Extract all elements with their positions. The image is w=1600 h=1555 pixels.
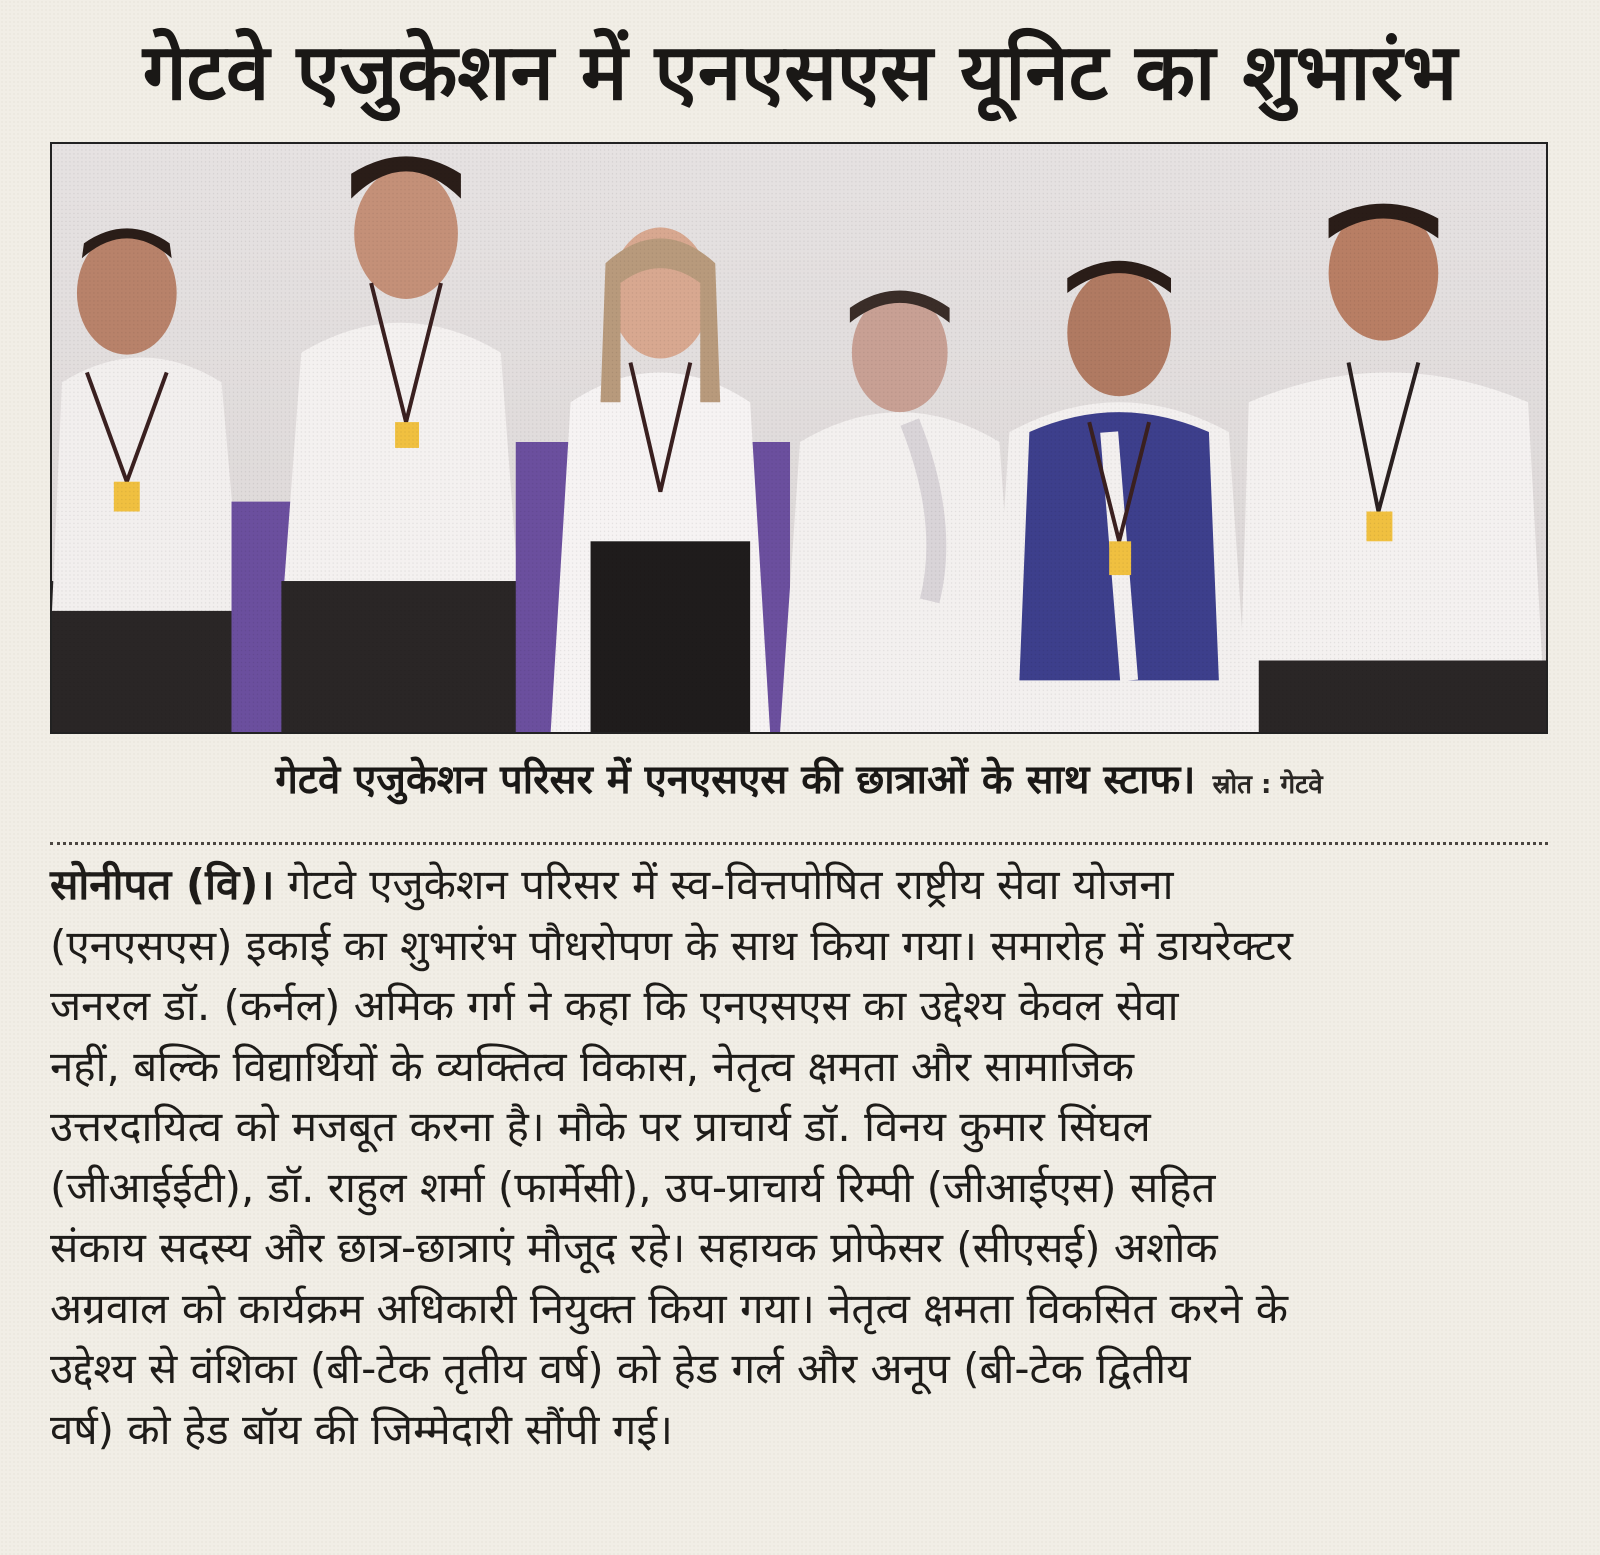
- article-line: संकाय सदस्य और छात्र-छात्राएं मौजूद रहे। सहायक प्रोफेसर (सीएसई) अशोक: [50, 1223, 1218, 1272]
- article-line: (जीआईईटी), डॉ. राहुल शर्मा (फार्मेसी), उप-प्राचार्य रिम्पी (जीआईएस) सहित: [50, 1162, 1216, 1212]
- photo-credit: स्रोत : गेटवे: [1212, 770, 1323, 800]
- article-line: [50, 855, 1550, 916]
- dateline: सोनीपत (वि)।: [50, 860, 275, 909]
- caption-text: गेटवे एजुकेशन परिसर में एनएसएस की छात्राओं के साथ स्टाफ।: [275, 757, 1196, 803]
- news-photo: [50, 142, 1548, 734]
- headline: गेटवे एजुकेशन में एनएसएस यूनिट का शुभारंभ: [142, 28, 1458, 118]
- article-line: अग्रवाल को कार्यक्रम अधिकारी नियुक्त किया गया। नेतृत्व क्षमता विकसित करने के: [50, 1283, 1288, 1333]
- article-line: वर्ष) को हेड बॉय की जिम्मेदारी सौंपी गई।: [50, 1404, 673, 1454]
- article-line-text: गेटवे एजुकेशन परिसर में स्व-वित्तपोषित राष्ट्रीय सेवा योजना: [274, 860, 1174, 909]
- article-line: जनरल डॉ. (कर्नल) अमिक गर्ग ने कहा कि एनएसएस का उद्देश्य केवल सेवा: [50, 981, 1179, 1030]
- article-line: उद्देश्य से वंशिका (बी-टेक तृतीय वर्ष) को हेड गर्ल और अनूप (बी-टेक द्वितीय: [50, 1344, 1191, 1393]
- photo-caption: [50, 752, 1548, 808]
- article-line: उत्तरदायित्व को मजबूत करना है। मौके पर प्राचार्य डॉ. विनय कुमार सिंघल: [50, 1102, 1151, 1151]
- dotted-divider: [50, 842, 1548, 845]
- article-line: नहीं, बल्कि विद्यार्थियों के व्यक्तित्व विकास, नेतृत्व क्षमता और सामाजिक: [50, 1041, 1134, 1091]
- article-body: [50, 855, 1550, 1460]
- article-line: (एनएसएस) इकाई का शुभारंभ पौधरोपण के साथ किया गया। समारोह में डायरेक्टर: [50, 920, 1293, 970]
